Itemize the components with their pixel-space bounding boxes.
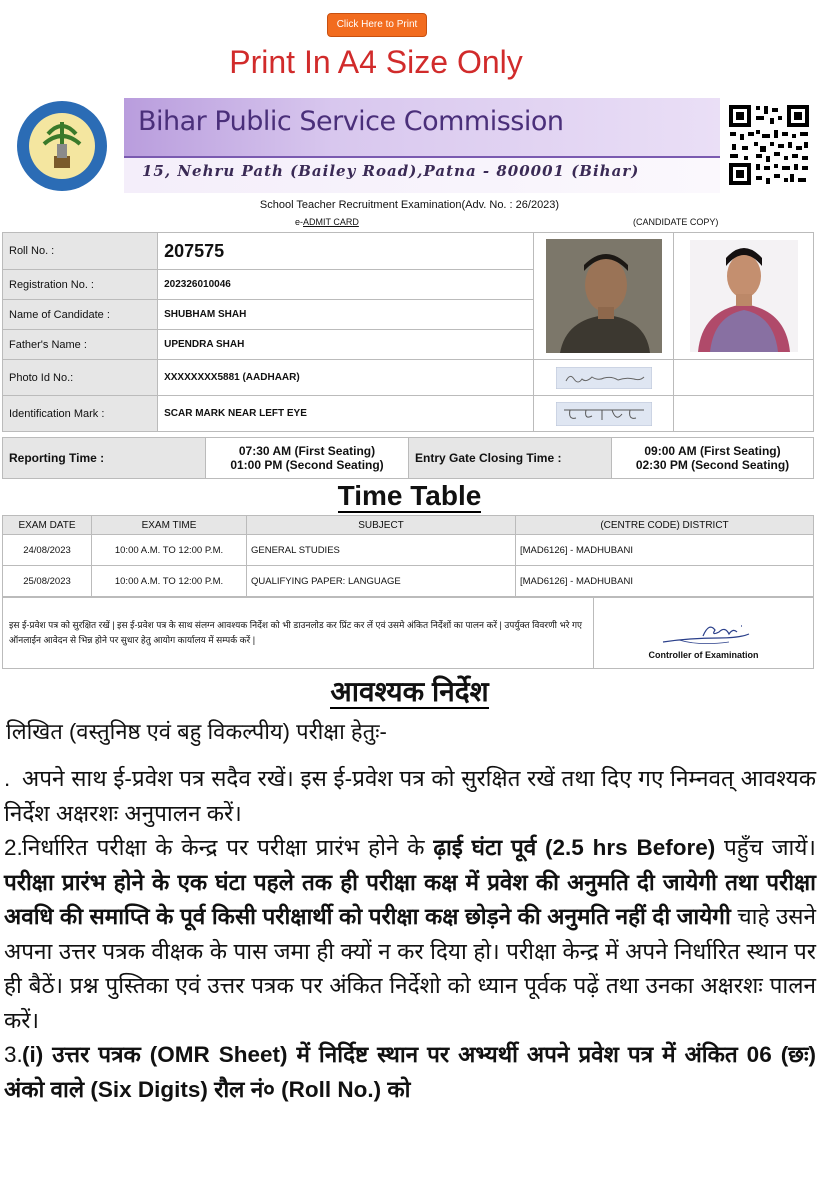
subject: QUALIFYING PAPER: LANGUAGE xyxy=(247,566,516,597)
table-row xyxy=(3,566,814,597)
empty-cell-2 xyxy=(674,396,814,432)
hindi-note: इस ई-प्रवेश पत्र को सुरक्षित रखें | इस ई-प्रवेश पत्र के साथ संलग्न आवश्यक निर्देश को भी डाउनलोड कर प्रिंट कर लें एवं उसमे अंकित निर्देशों का पालन करें | उपर्युक्त विवरणी भरे गए ऑनलाईन आवेदन से भिन्न होने पर सुधार हेतु आयोग कार्यालय में सम्पर्क करें | xyxy=(3,598,594,669)
controller-cell xyxy=(594,598,814,669)
father-name: UPENDRA SHAH xyxy=(158,330,534,360)
print-button[interactable]: Click Here to Print xyxy=(327,13,427,37)
instructions-title: आवश्यक निर्देश xyxy=(330,676,489,707)
bpsc-logo-icon xyxy=(16,100,108,192)
district: [MAD6126] - MADHUBANI xyxy=(516,566,814,597)
candidate-signature-hindi xyxy=(556,402,652,426)
commission-address: 15, Nehru Path (Bailey Road),Patna - 800001 (Bihar) xyxy=(142,162,640,180)
instruction-item-3: 3.(i) उत्तर पत्रक (OMR Sheet) में निर्दिष्ट स्थान पर अभ्यर्थी अपने प्रवेश पत्र में अंकित 06 (छः) अंको वाले (Six Digits) रौल नं० (Roll No.) को xyxy=(4,1042,816,1102)
header-exam-date: EXAM DATE xyxy=(3,516,92,535)
photo-id-label: Photo Id No.: xyxy=(3,360,158,396)
admit-card-label: e-ADMIT CARD xyxy=(295,217,359,227)
instructions-subtitle: लिखित (वस्तुनिष्ठ एवं बहु विकल्पीय) परीक्षा हेतुः- xyxy=(6,719,387,744)
signature-cell-1 xyxy=(534,360,674,396)
empty-cell-1 xyxy=(674,360,814,396)
district: [MAD6126] - MADHUBANI xyxy=(516,535,814,566)
reporting-time-label: Reporting Time : xyxy=(3,438,206,479)
gate-closing-label: Entry Gate Closing Time : xyxy=(409,438,612,479)
father-name-label: Father's Name : xyxy=(3,330,158,360)
commission-name: Bihar Public Service Commission xyxy=(138,106,564,137)
candidate-details-table xyxy=(2,232,814,432)
header-district: (CENTRE CODE) DISTRICT xyxy=(516,516,814,535)
candidate-signature-english xyxy=(556,367,652,389)
uploaded-photo xyxy=(690,240,798,352)
exam-time: 10:00 A.M. TO 12:00 P.M. xyxy=(92,566,247,597)
timing-table xyxy=(2,437,814,479)
exam-time: 10:00 A.M. TO 12:00 P.M. xyxy=(92,535,247,566)
header-subject: SUBJECT xyxy=(247,516,516,535)
instruction-item-2: 2.निर्धारित परीक्षा के केन्द्र पर परीक्षा प्रारंभ होने के ढ़ाई घंटा पूर्व (2.5 hrs Before) पहुँच जायें। परीक्षा प्रारंभ होने के एक घंटा पहले तक ही परीक्षा कक्ष में प्रवेश की अनुमति दी जायेगी तथा परीक्षा अवधि की समाप्ति के पूर्व किसी परीक्षार्थी को परीक्षा कक्ष छोड़ने की अनुमति नहीं दी जायेगी चाहे उसने अपना उत्तर पत्रक वीक्षक के पास जमा ही क्यों न कर दिया हो। परीक्षा केन्द्र में अपने निर्धारित स्थान पर ही बैठें। प्रश्न पुस्तिका एवं उत्तर पत्रक पर अंकित निर्देशो को ध्यान पूर्वक पढ़ें तथा उनका अक्षरशः पालन करें। xyxy=(4,835,816,1033)
gate-closing-value: 09:00 AM (First Seating) 02:30 PM (Second Seating) xyxy=(612,438,814,479)
print-size-note: Print In A4 Size Only xyxy=(229,44,523,80)
controller-signature xyxy=(649,616,759,650)
photo-id-number: XXXXXXXX5881 (AADHAAR) xyxy=(158,360,534,396)
header-exam-time: EXAM TIME xyxy=(92,516,247,535)
signature-cell-2 xyxy=(534,396,674,432)
commission-banner xyxy=(124,98,720,193)
exam-title: School Teacher Recruitment Examination(Adv. No. : 26/2023) xyxy=(259,199,560,211)
registration-number: 202326010046 xyxy=(158,270,534,300)
instructions-list xyxy=(4,762,816,1107)
reporting-time-value: 07:30 AM (First Seating) 01:00 PM (Second Seating) xyxy=(206,438,409,479)
candidate-copy-label: (CANDIDATE COPY) xyxy=(633,217,719,227)
table-row xyxy=(3,535,814,566)
roll-label: Roll No. : xyxy=(3,233,158,270)
bpsc-header xyxy=(4,98,815,193)
candidate-photo xyxy=(546,239,662,353)
time-table-title: Time Table xyxy=(337,480,482,511)
candidate-name: SHUBHAM SHAH xyxy=(158,300,534,330)
candidate-photo-cell xyxy=(534,233,674,360)
qr-code-icon xyxy=(726,102,812,188)
identification-mark-label: Identification Mark : xyxy=(3,396,158,432)
exam-date: 25/08/2023 xyxy=(3,566,92,597)
uploaded-photo-cell xyxy=(674,233,814,360)
instruction-item-1: . अपने साथ ई-प्रवेश पत्र सदैव रखें। इस ई-प्रवेश पत्र को सुरक्षित रखें तथा दिए गए निम्नवत् आवश्यक निर्देश अक्षरशः अनुपालन करें। xyxy=(4,766,816,826)
time-table xyxy=(2,515,814,597)
controller-title: Controller of Examination xyxy=(648,650,759,660)
note-table xyxy=(2,597,814,669)
candidate-name-label: Name of Candidate : xyxy=(3,300,158,330)
identification-mark: SCAR MARK NEAR LEFT EYE xyxy=(158,396,534,432)
roll-number: 207575 xyxy=(158,233,534,270)
subject: GENERAL STUDIES xyxy=(247,535,516,566)
exam-date: 24/08/2023 xyxy=(3,535,92,566)
registration-label: Registration No. : xyxy=(3,270,158,300)
